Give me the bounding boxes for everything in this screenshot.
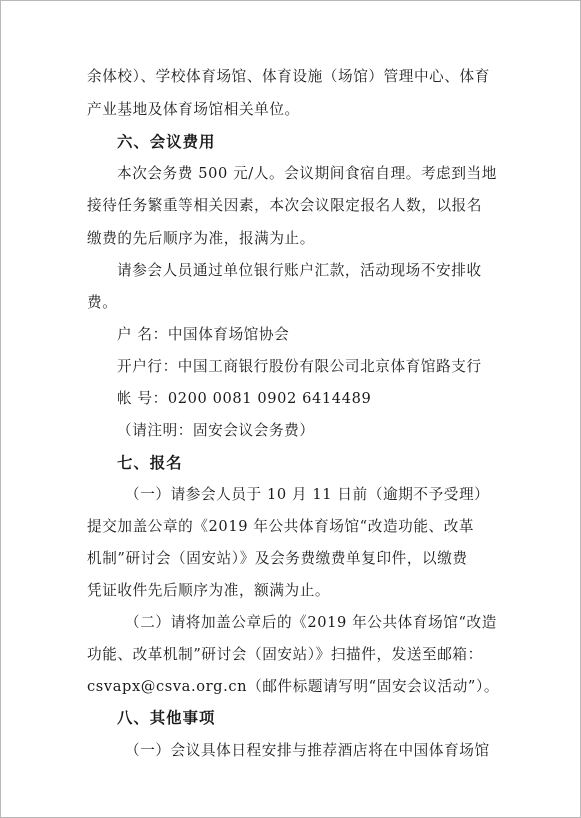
section-heading-registration: 七、报名 <box>117 454 183 472</box>
body-text-line: （一）请参会人员于 10 月 11 日前（逾期不予受理） <box>125 486 490 503</box>
email-line: csvapx@csva.org.cn（邮件标题请写明“固安会议活动”）。 <box>87 678 500 695</box>
body-text-line: 费。 <box>87 294 118 311</box>
body-text-line: 产业基地及体育场馆相关单位。 <box>87 101 300 118</box>
body-text-line: 接待任务繁重等相关因素，本次会议限定报名人数，以报名 <box>87 197 483 214</box>
body-text-line: 功能、改革机制”研讨会（固安站）》扫描件，发送至邮箱： <box>87 646 483 663</box>
body-text-line: （二）请将加盖公章后的《2019 年公共体育场馆“改造 <box>125 614 497 631</box>
body-text-line: （一）会议具体日程安排与推荐酒店将在中国体育场馆 <box>125 742 490 759</box>
bank-name-line: 开户行：中国工商银行股份有限公司北京体育馆路支行 <box>117 358 482 375</box>
remittance-note-line: （请注明：固安会议会务费） <box>117 422 315 439</box>
body-text-line: 凭证收件先后顺序为准，额满为止。 <box>87 582 331 599</box>
body-text-line: 余体校）、学校体育场馆、体育设施（场馆）管理中心、体育 <box>87 68 490 85</box>
section-heading-other: 八、其他事项 <box>117 709 216 727</box>
account-name-line: 户 名：中国体育场馆协会 <box>117 326 290 343</box>
section-heading-fees: 六、会议费用 <box>117 133 216 151</box>
body-text-line: 缴费的先后顺序为准，报满为止。 <box>87 230 315 247</box>
body-text-line: 提交加盖公章的《2019 年公共体育场馆“改造功能、改革 <box>87 518 475 535</box>
body-text-line: 本次会务费 500 元/人。会议期间食宿自理。考虑到当地 <box>117 165 497 182</box>
account-number-line: 帐 号：0200 0081 0902 6414489 <box>117 390 372 407</box>
body-text-line: 机制”研讨会（固安站）》及会务费缴费单复印件，以缴费 <box>87 550 468 567</box>
body-text-line: 请参会人员通过单位银行账户汇款，活动现场不安排收 <box>117 262 482 279</box>
